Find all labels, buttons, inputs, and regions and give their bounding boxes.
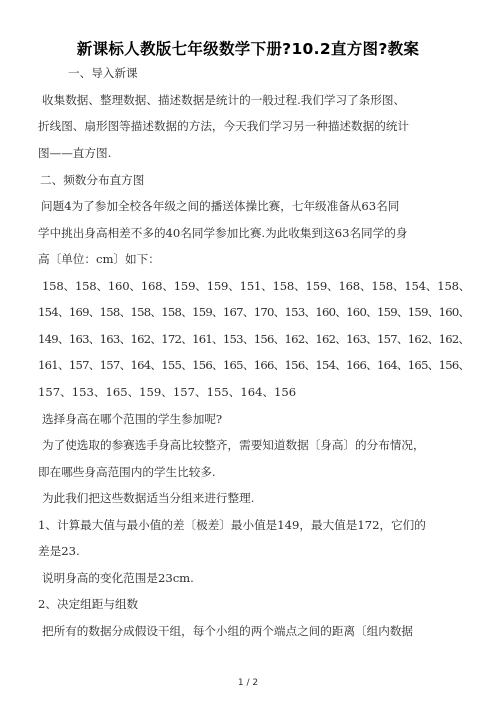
paragraph-line: 即在哪些身高范围内的学生比较多.: [38, 465, 216, 479]
section-heading-histogram: 二、频数分布直方图: [40, 173, 145, 187]
data-line: 161、157、157、164、155、156、165、166、156、154、166、164、165、156、: [38, 358, 470, 372]
paragraph-line: 学中挑出身高相差不多的40名同学参加比赛.为此收集到这63名同学的身: [38, 226, 408, 240]
paragraph-line: 为此我们把这些数据适当分组来进行整理.: [42, 491, 255, 505]
paragraph-line: 为了使选取的参赛选手身高比较整齐，需要知道数据〔身高〕的分布情况，: [42, 438, 425, 452]
step-line: 1、计算最大值与最小值的差〔极差〕最小值是149，最大值是172，它们的: [38, 518, 426, 532]
data-line: 157、153、165、159、157、155、164、156: [38, 385, 297, 399]
paragraph-line: 问题4为了参加全校各年级之间的播送体操比赛，七年级准备从63名同: [41, 199, 400, 213]
paragraph-line: 说明身高的变化范围是23cm.: [42, 571, 194, 585]
section-heading-intro: 一、导入新课: [68, 66, 138, 80]
paragraph-line: 图——直方图.: [38, 146, 112, 160]
paragraph-line: 差是23.: [38, 544, 80, 558]
page-number: 1 / 2: [237, 678, 259, 688]
paragraph-line: 高〔单位：cm〕如下：: [38, 252, 160, 266]
paragraph-line: 收集数据、整理数据、描述数据是统计的一般过程.我们学习了条形图、: [42, 93, 406, 107]
document-title: 新课标人教版七年级数学下册?10.2直方图?教案: [76, 40, 420, 58]
data-line: 154、169、158、158、158、159、167、170、153、160、160、159、159、160、: [38, 305, 470, 319]
paragraph-line: 折线图、扇形图等描述数据的方法，今天我们学习另一种描述数据的统计: [38, 119, 410, 133]
data-line: 149、163、163、162、172、161、153、156、162、162、163、157、162、162、: [38, 332, 470, 346]
data-line: 158、158、160、168、159、159、151、158、159、168、158、154、158、: [42, 279, 471, 293]
paragraph-line: 把所有的数据分成假设干组，每个小组的两个端点之间的距离〔组内数据: [42, 624, 414, 638]
step-line: 2、决定组距与组数: [38, 597, 139, 611]
paragraph-line: 选择身高在哪个范围的学生参加呢?: [42, 412, 223, 426]
